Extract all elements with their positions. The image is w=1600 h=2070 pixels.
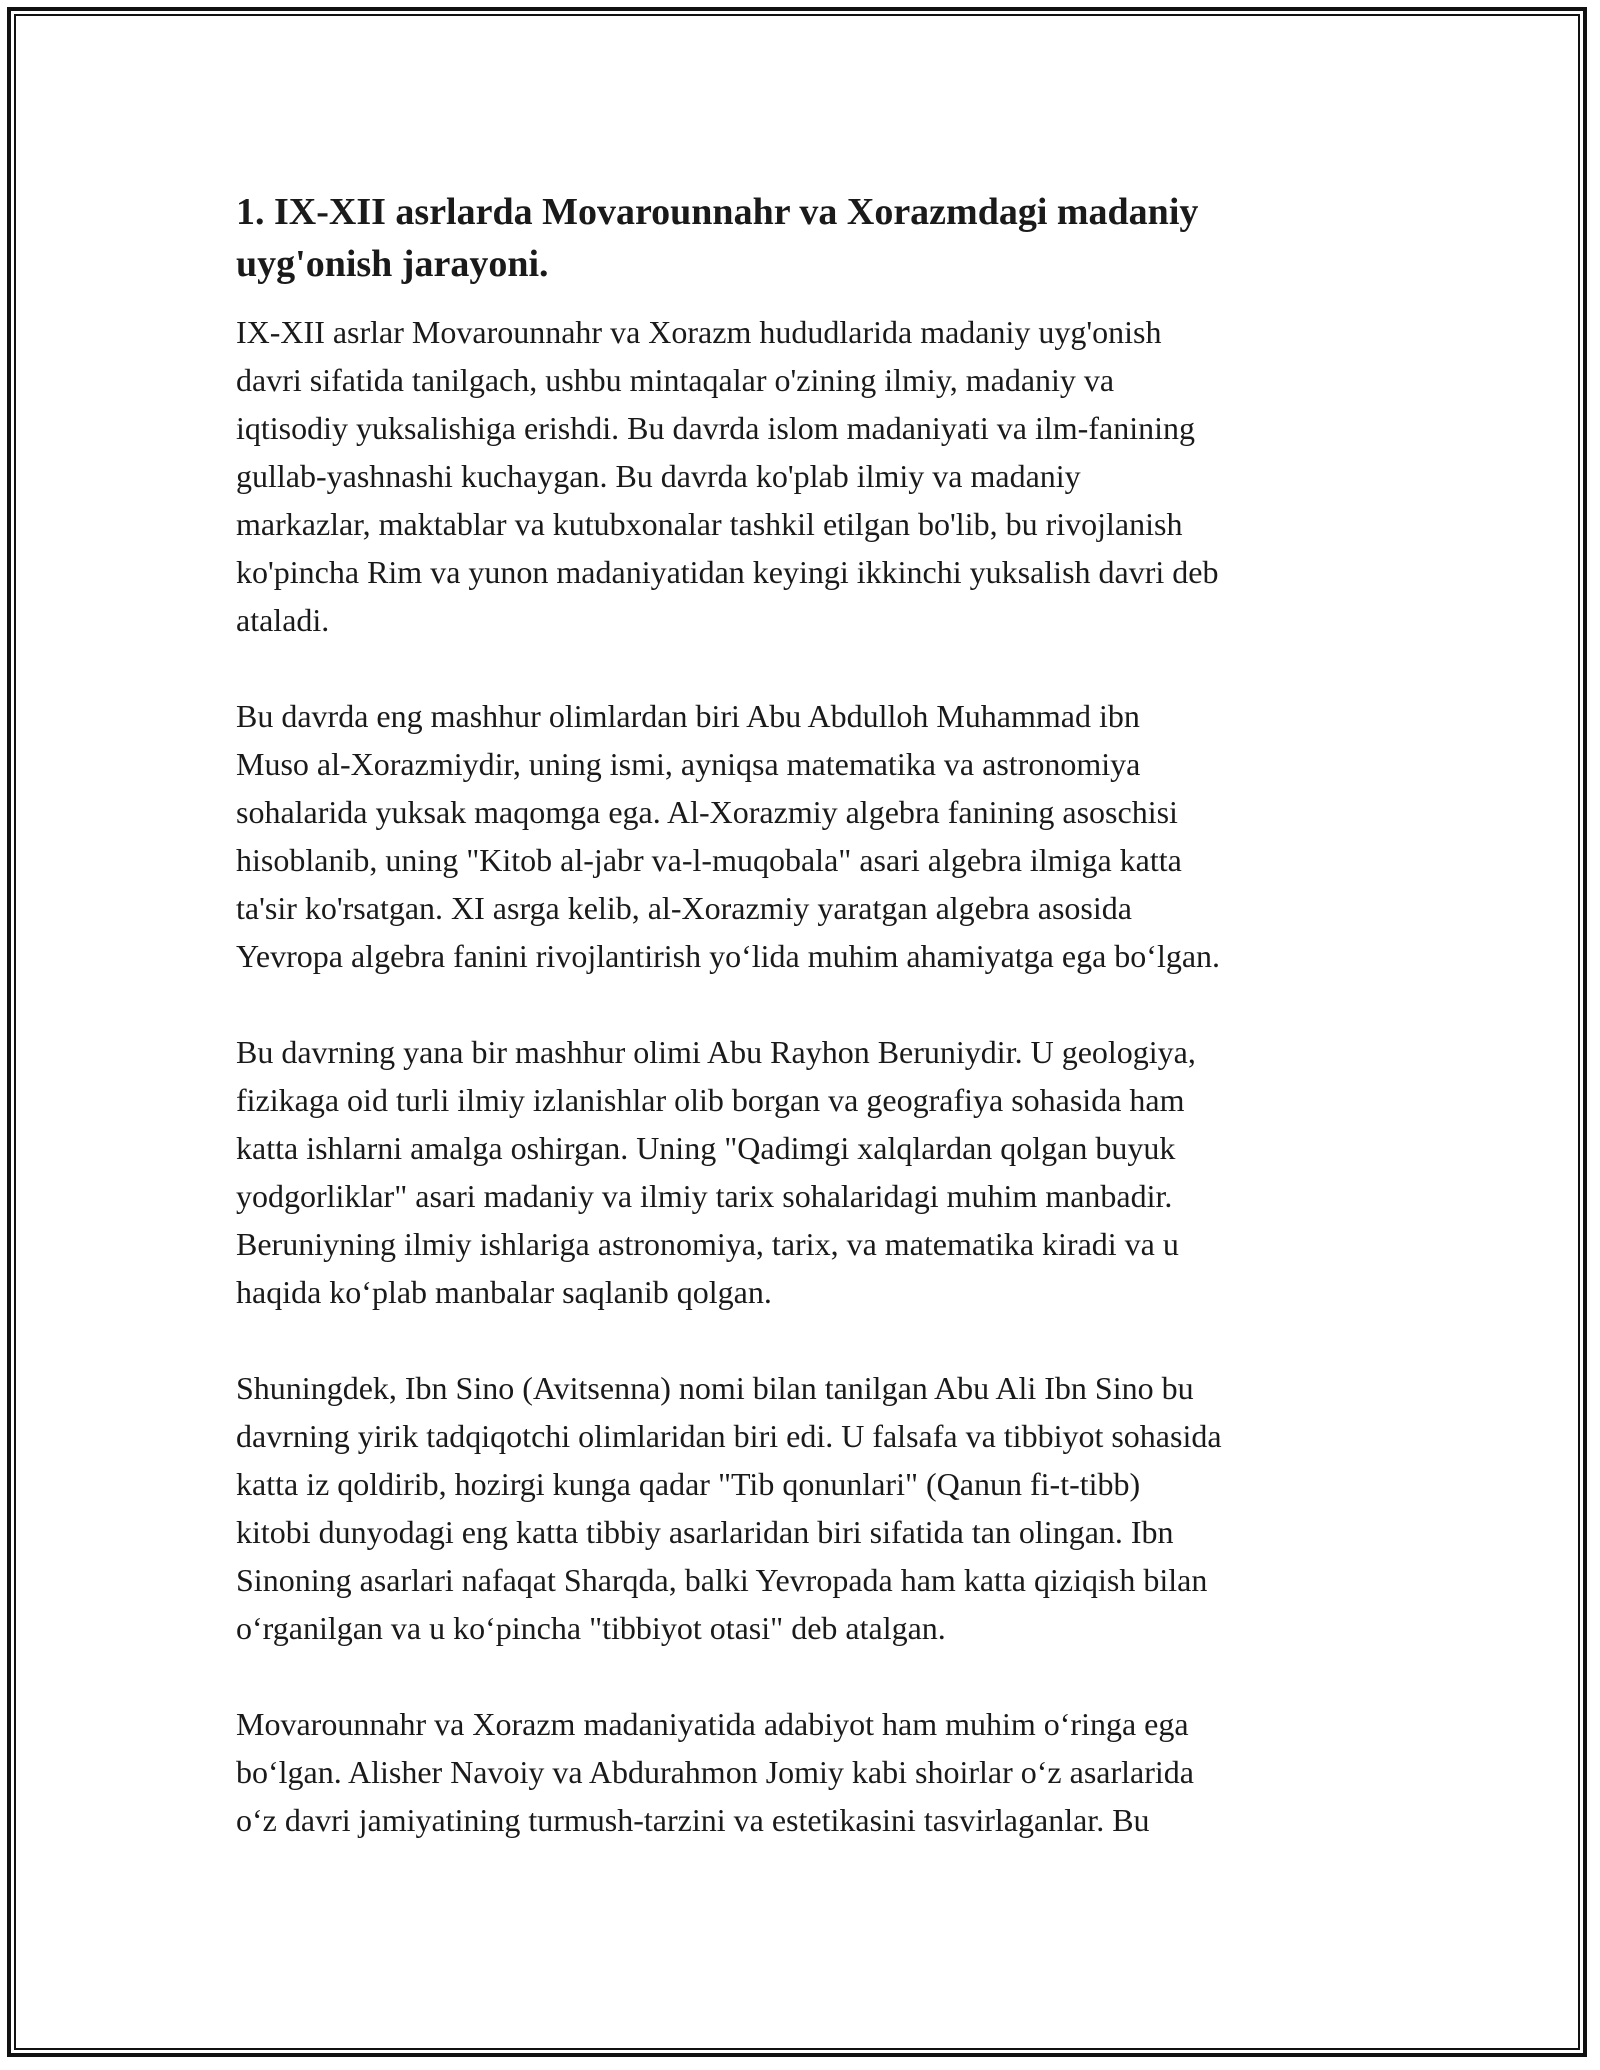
paragraph-2: Bu davrda eng mashhur olimlardan biri Abu Abdulloh Muhammad ibn Muso al-Xorazmiydir, uning ismi, ayniqsa matematika va astronomiya sohalarida yuksak maqomga ega. Al-Xorazmiy algebra fanining asoschisi hisoblanib, uning "Kitob al-jabr va-l-muqobala" asari algebra ilmiga katta ta'sir ko'rsatgan. XI asrga kelib, al-Xorazmiy yaratgan algebra asosida Yevropa algebra fanini rivojlantirish yo‘lida muhim ahamiyatga ega bo‘lgan. [236,698,1221,974]
document-body [236,186,1376,1892]
paragraph-3: Bu davrning yana bir mashhur olimi Abu Rayhon Beruniydir. U geologiya, fizikaga oid turli ilmiy izlanishlar olib borgan va geografiya sohasida ham katta ishlarni amalga oshirgan. Uning "Qadimgi xalqlardan qolgan buyuk yodgorliklar" asari madaniy va ilmiy tarix sohalaridagi muhim manbadir. Beruniyning ilmiy ishlariga astronomiya, tarix, va matematika kiradi va u haqida ko‘plab manbalar saqlanib qolgan. [236,1034,1196,1310]
paragraph-5: Movarounnahr va Xorazm madaniyatida adabiyot ham muhim o‘ringa ega bo‘lgan. Alisher Navoiy va Abdurahmon Jomiy kabi shoirlar o‘z asarlarida o‘z davri jamiyatining turmush-tarzini va estetikasini tasvirlaganlar. Bu [236,1706,1194,1838]
paragraph-1: IX-XII asrlar Movarounnahr va Xorazm hududlarida madaniy uyg'onish davri sifatida tanilgach, ushbu mintaqalar o'zining ilmiy, madaniy va iqtisodiy yuksalishiga erishdi. Bu davrda islom madaniyati va ilm-fanining gullab-yashnashi kuchaygan. Bu davrda ko'plab ilmiy va madaniy markazlar, maktablar va kutubxonalar tashkil etilgan bo'lib, bu rivojlanish ko'pincha Rim va yunon madaniyatidan keyingi ikkinchi yuksalish davri deb ataladi. [236,314,1219,638]
paragraph-4: Shuningdek, Ibn Sino (Avitsenna) nomi bilan tanilgan Abu Ali Ibn Sino bu davrning yirik tadqiqotchi olimlaridan biri edi. U falsafa va tibbiyot sohasida katta iz qoldirib, hozirgi kunga qadar "Tib qonunlari" (Qanun fi-t-tibb) kitobi dunyodagi eng katta tibbiy asarlaridan biri sifatida tan olingan. Ibn Sinoning asarlari nafaqat Sharqda, balki Yevropada ham katta qiziqish bilan o‘rganilgan va u ko‘pincha "tibbiyot otasi" deb atalgan. [236,1370,1222,1646]
section-title: 1. IX-XII asrlarda Movarounnahr va Xorazmdagi madaniy uyg'onish jarayoni. [236,191,1199,285]
